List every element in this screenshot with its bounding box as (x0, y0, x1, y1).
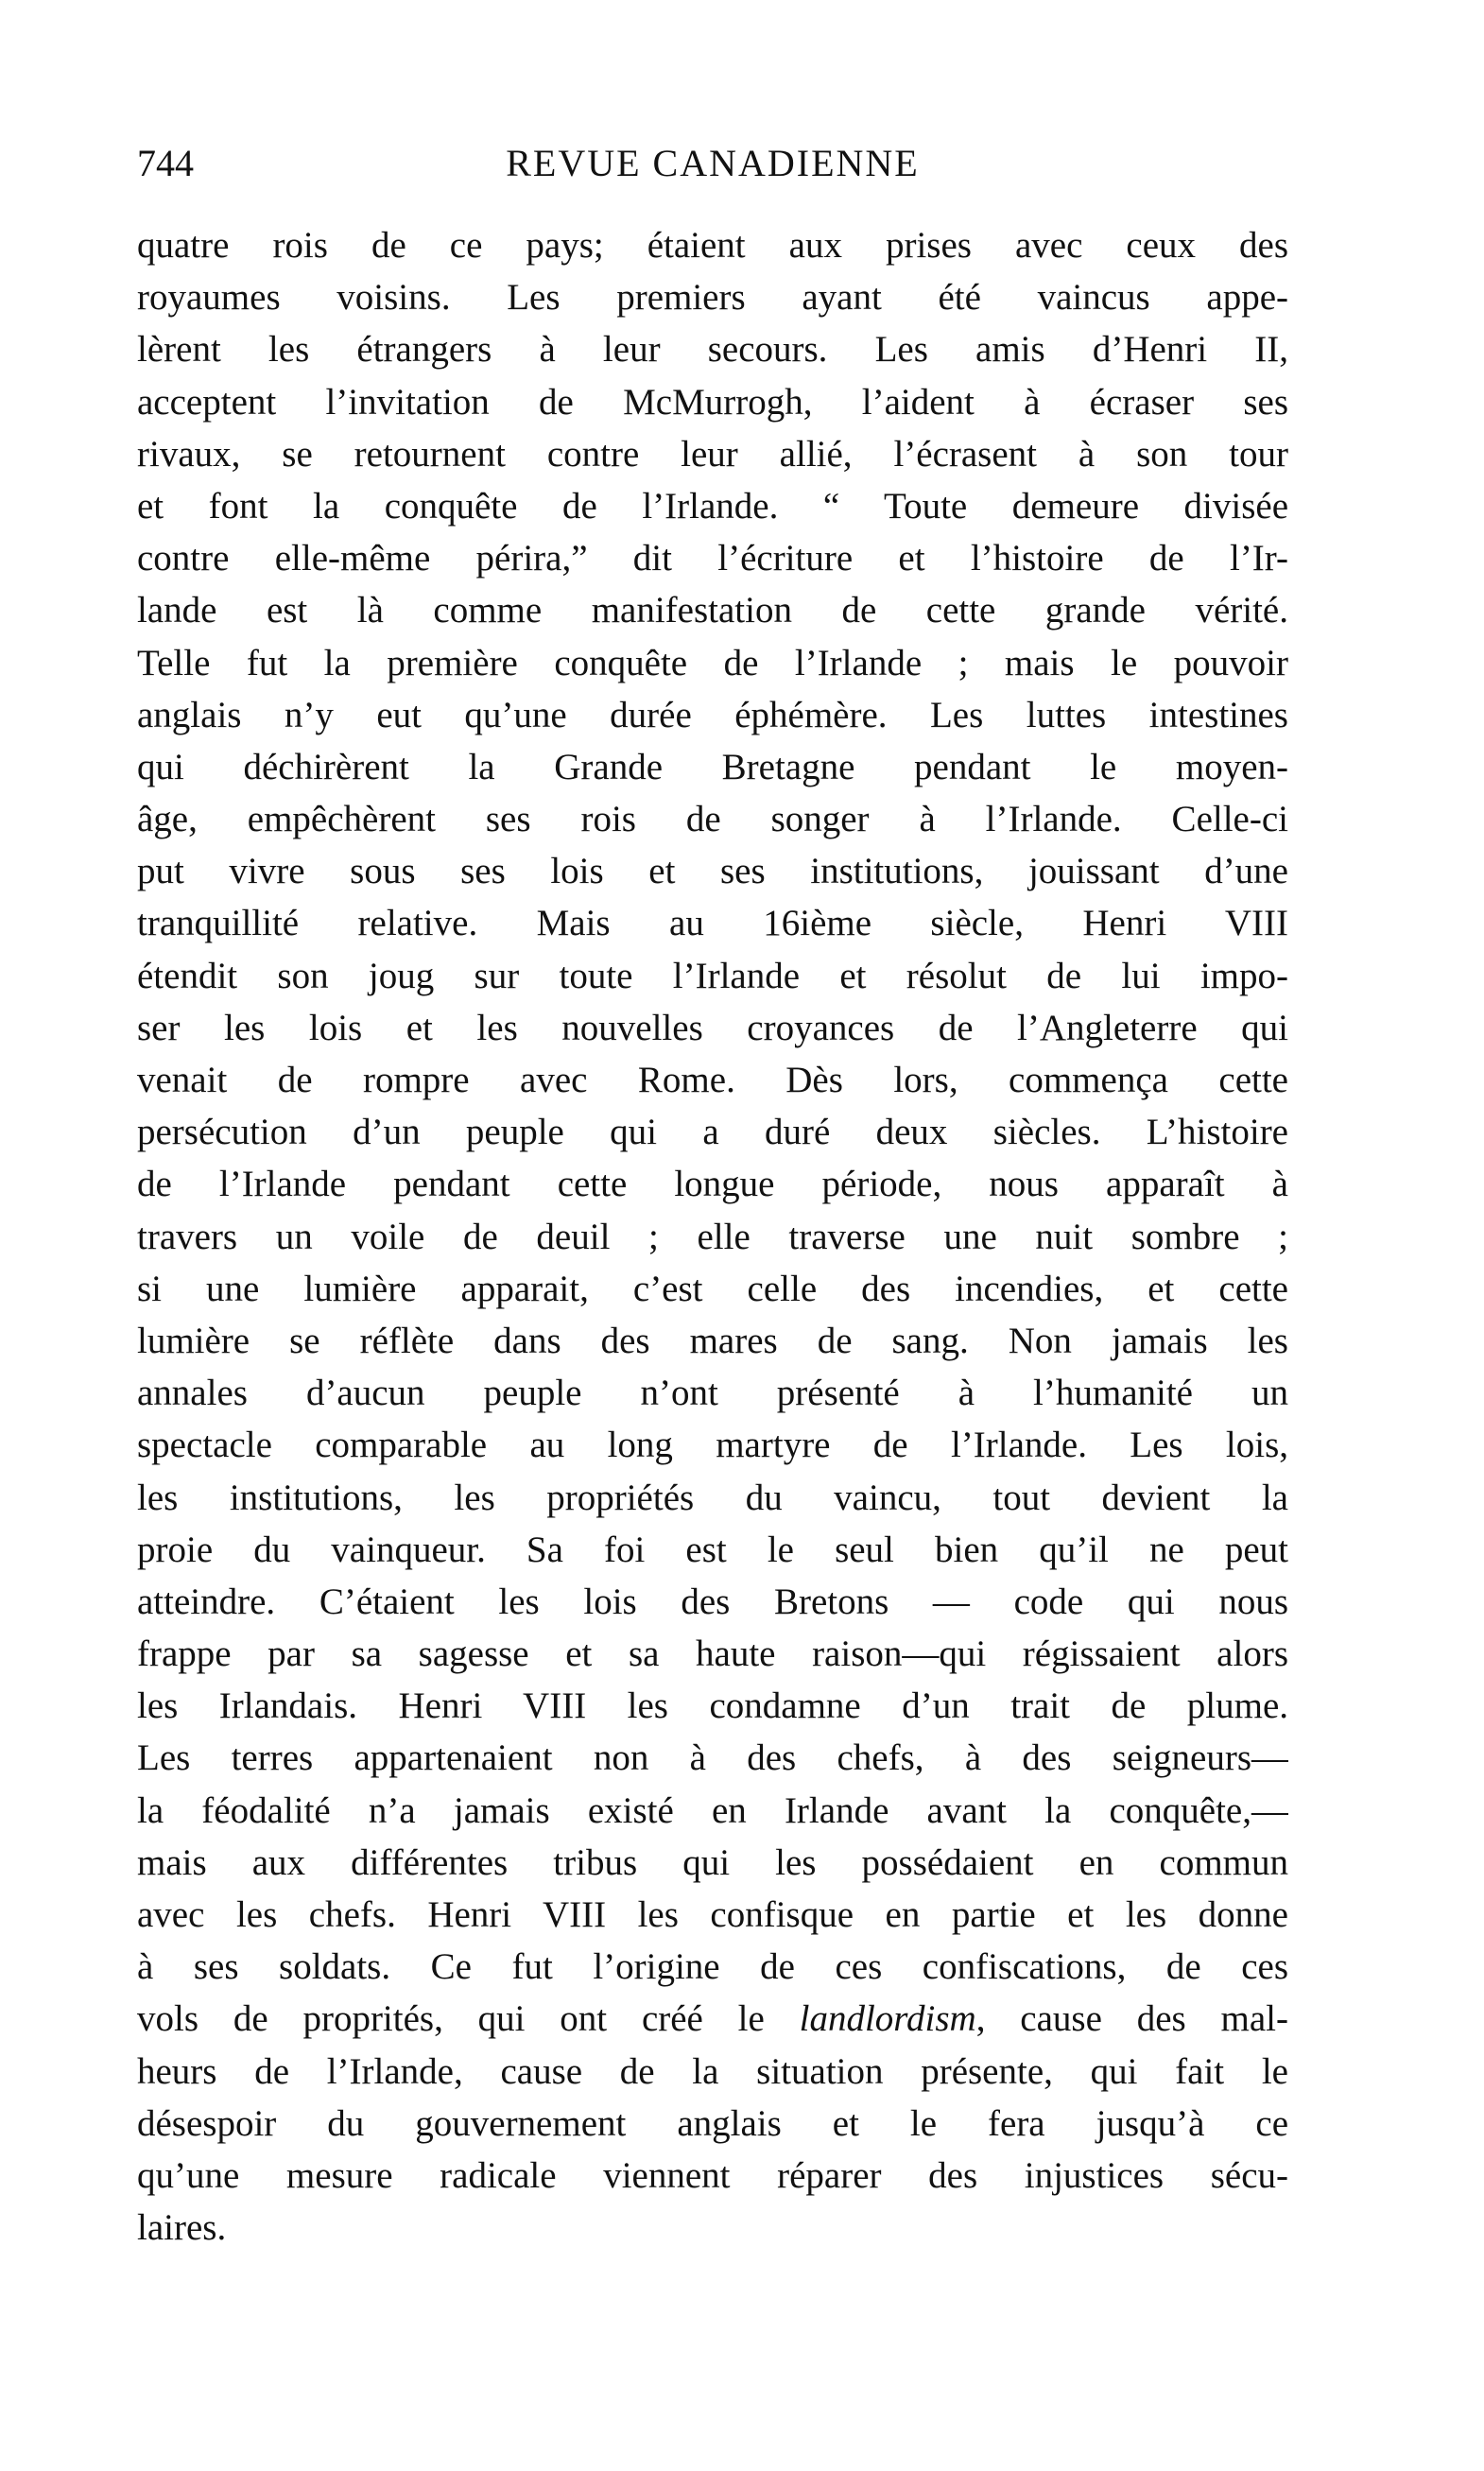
text-line (137, 1889, 1288, 1941)
text-line (137, 1732, 1288, 1784)
text-segment: de l’Irlande pendant cette longue période, nous apparaît à (137, 1164, 1288, 1205)
text-line (137, 1158, 1288, 1210)
text-line (137, 376, 1288, 428)
text-segment: tranquillité relative. Mais au 16ième siècle, Henri VIII (137, 903, 1288, 944)
text-line (137, 1576, 1288, 1628)
text-line (137, 323, 1288, 375)
text-segment: à ses soldats. Ce fut l’origine de ces confiscations, de ces (137, 1946, 1288, 1988)
text-segment: spectacle comparable au long martyre de l’Irlande. Les lois, (137, 1425, 1288, 1466)
text-segment: les institutions, les propriétés du vaincu, tout devient la (137, 1477, 1288, 1518)
text-line (137, 1315, 1288, 1367)
text-line (137, 897, 1288, 949)
text-segment: mais aux différentes tribus qui les possédaient en commun (137, 1841, 1288, 1883)
text-line (137, 1367, 1288, 1419)
text-segment: acceptent l’invitation de McMurrogh, l’aident à écraser ses (137, 381, 1288, 423)
text-segment: vols de proprités, qui ont créé le (137, 1998, 800, 2040)
text-line (137, 2046, 1288, 2098)
text-line (137, 1837, 1288, 1889)
text-segment: les Irlandais. Henri VIII les condamne d’un trait de plume. (137, 1685, 1288, 1727)
text-segment: , cause des mal- (975, 1998, 1288, 2040)
text-line (137, 1785, 1288, 1837)
italic-term: landlordism (799, 1998, 976, 2040)
text-line (137, 428, 1288, 480)
page-header (137, 140, 1288, 187)
text-segment: et font la conquête de l’Irlande. “ Toute demeure divisée (137, 485, 1288, 527)
text-segment: si une lumière apparait, c’est celle des incendies, et cette (137, 1268, 1288, 1309)
text-segment: contre elle-même périra,” dit l’écriture et l’histoire de l’Ir- (137, 538, 1288, 579)
text-line (137, 271, 1288, 323)
text-line (137, 2202, 1288, 2254)
text-line (137, 480, 1288, 532)
text-segment: avec les chefs. Henri VIII les confisque en partie et les donne (137, 1894, 1288, 1935)
text-line (137, 1993, 1288, 2045)
text-segment: proie du vainqueur. Sa foi est le seul bien qu’il ne peut (137, 1529, 1288, 1570)
text-line (137, 1002, 1288, 1054)
text-line (137, 1680, 1288, 1732)
text-line (137, 1211, 1288, 1263)
text-line (137, 584, 1288, 636)
text-segment: lande est là comme manifestation de cette grande vérité. (137, 590, 1288, 631)
text-line (137, 741, 1288, 793)
text-line (137, 1054, 1288, 1106)
text-segment: étendit son joug sur toute l’Irlande et résolut de lui impo- (137, 955, 1288, 996)
text-segment: Les terres appartenaient non à des chefs, à des seigneurs— (137, 1737, 1288, 1779)
text-segment: qui déchirèrent la Grande Bretagne pendant le moyen- (137, 746, 1288, 787)
text-segment: lumière se réflète dans des mares de sang. Non jamais les (137, 1320, 1288, 1361)
text-line (137, 1524, 1288, 1576)
text-line (137, 1628, 1288, 1680)
page-number: 744 (137, 142, 194, 184)
text-segment: la féodalité n’a jamais existé en Irlande avant la conquête,— (137, 1789, 1288, 1831)
text-line (137, 950, 1288, 1002)
text-line (137, 1941, 1288, 1993)
text-line (137, 637, 1288, 689)
text-segment: venait de rompre avec Rome. Dès lors, commença cette (137, 1060, 1288, 1100)
text-segment: royaumes voisins. Les premiers ayant été vaincus appe- (137, 277, 1288, 319)
running-title: REVUE CANADIENNE (506, 142, 920, 184)
text-segment: désespoir du gouvernement anglais et le fera jusqu’à ce (137, 2102, 1288, 2144)
text-line (137, 1419, 1288, 1471)
text-segment: âge, empêchèrent ses rois de songer à l’Irlande. Celle-ci (137, 799, 1288, 840)
text-segment: heurs de l’Irlande, cause de la situation présente, qui fait le (137, 2050, 1288, 2092)
text-line (137, 1263, 1288, 1315)
text-segment: put vivre sous ses lois et ses institutions, jouissant d’une (137, 851, 1288, 892)
text-segment: quatre rois de ce pays; étaient aux prises avec ceux des (137, 225, 1288, 266)
text-line (137, 2098, 1288, 2150)
text-segment: qu’une mesure radicale viennent réparer des injustices sécu- (137, 2154, 1288, 2196)
text-line (137, 793, 1288, 845)
text-line (137, 532, 1288, 584)
text-segment: laires. (137, 2207, 227, 2249)
body-text (137, 219, 1288, 2254)
text-segment: rivaux, se retournent contre leur allié, l’écrasent à son tour (137, 433, 1288, 475)
text-segment: annales d’aucun peuple n’ont présenté à l’humanité un (137, 1373, 1288, 1414)
text-line (137, 2150, 1288, 2202)
text-segment: anglais n’y eut qu’une durée éphémère. Les luttes intestines (137, 694, 1288, 735)
text-segment: persécution d’un peuple qui a duré deux siècles. L’histoire (137, 1112, 1288, 1153)
text-line (137, 1106, 1288, 1158)
text-segment: atteindre. C’étaient les lois des Bretons — code qui nous (137, 1581, 1288, 1622)
text-segment: frappe par sa sagesse et sa haute raison—qui régissaient alors (137, 1633, 1288, 1675)
text-segment: travers un voile de deuil ; elle traverse une nuit sombre ; (137, 1216, 1288, 1257)
text-line (137, 845, 1288, 897)
text-segment: ser les lois et les nouvelles croyances de l’Angleterre qui (137, 1007, 1288, 1048)
text-line (137, 219, 1288, 271)
text-segment: Telle fut la première conquête de l’Irlande ; mais le pouvoir (137, 642, 1288, 683)
text-segment: lèrent les étrangers à leur secours. Les amis d’Henri II, (137, 329, 1288, 371)
text-line (137, 1472, 1288, 1524)
text-line (137, 689, 1288, 741)
